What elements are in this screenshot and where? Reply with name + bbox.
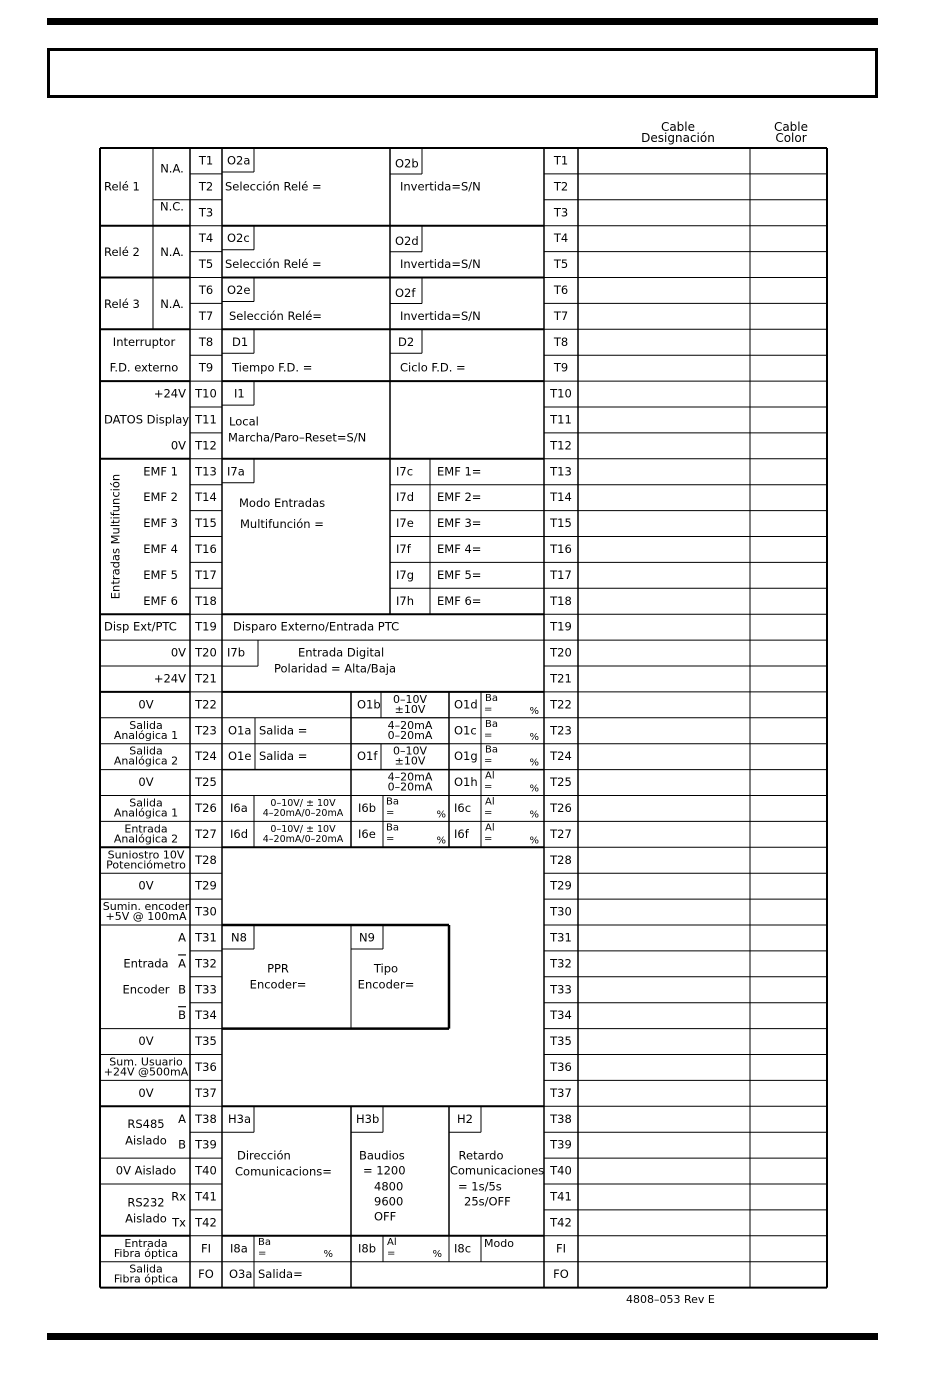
left-label-emf6: EMF 6 bbox=[143, 593, 178, 608]
terminal-label-right: T25 bbox=[550, 775, 572, 790]
param-o1d: O1d bbox=[454, 697, 478, 712]
terminal-label-left: T31 bbox=[195, 930, 217, 945]
param-emf2-eq: EMF 2= bbox=[437, 490, 482, 505]
terminal-label-left: T2 bbox=[198, 179, 214, 194]
param-retardo: Retardo bbox=[458, 1148, 504, 1163]
param-eq: = bbox=[387, 1247, 396, 1259]
param-disparo: Disparo Externo/Entrada PTC bbox=[233, 619, 400, 634]
terminal-label-right: T19 bbox=[550, 619, 572, 634]
left-label-salida-analogica2-b: Analógica 2 bbox=[113, 754, 179, 768]
param-i7g: I7g bbox=[396, 567, 415, 582]
terminal-label-right: T24 bbox=[550, 749, 572, 764]
terminal-label-right: T35 bbox=[550, 1034, 572, 1049]
param-eq: = bbox=[386, 807, 395, 819]
left-label-entrada-fibra-a: Entrada bbox=[124, 1236, 168, 1250]
terminal-label-left: T12 bbox=[195, 438, 217, 453]
param-pct: % bbox=[436, 835, 446, 847]
param-al: Al bbox=[485, 770, 495, 782]
terminal-label-right: T14 bbox=[550, 490, 572, 505]
terminal-label-right: T38 bbox=[550, 1111, 572, 1126]
left-label-emf2: EMF 2 bbox=[143, 490, 178, 505]
terminal-label-right: T42 bbox=[550, 1215, 572, 1230]
param-pct: % bbox=[529, 809, 539, 821]
param-comunicaciones: Comunicaciones bbox=[449, 1163, 545, 1178]
param-r1: = 1s/5s bbox=[458, 1179, 502, 1194]
cable-designation-line2: Designación bbox=[641, 131, 715, 145]
left-label-enc-b: B bbox=[178, 982, 186, 997]
terminal-label-left: T10 bbox=[195, 386, 217, 401]
param-inv2: Invertida=S/N bbox=[400, 257, 481, 272]
param-ba: Ba bbox=[485, 692, 498, 704]
param-al: Al bbox=[485, 822, 495, 834]
terminal-label-right: T2 bbox=[553, 179, 569, 194]
terminal-label-left: T30 bbox=[195, 904, 217, 919]
param-i6f: I6f bbox=[454, 826, 469, 841]
param-eq: = bbox=[484, 703, 493, 715]
terminal-label-right: T36 bbox=[550, 1059, 572, 1074]
left-label-rs485-b: B bbox=[178, 1137, 186, 1152]
param-i6e: I6e bbox=[358, 826, 376, 841]
left-label-rele2-na: N.A. bbox=[160, 245, 184, 260]
terminal-label-right: T17 bbox=[550, 567, 572, 582]
param-o1c: O1c bbox=[454, 723, 477, 738]
param-ba: Ba bbox=[485, 744, 498, 756]
param-pct: % bbox=[436, 809, 446, 821]
param-i6d: I6d bbox=[230, 826, 249, 841]
param-i6b: I6b bbox=[358, 800, 377, 815]
left-label-enc-a: A bbox=[178, 930, 186, 945]
terminal-label-right: T15 bbox=[550, 516, 572, 531]
left-label-sumin-encoder-b: +5V @ 100mA bbox=[105, 910, 187, 924]
param-o1f-v2: ±10V bbox=[394, 754, 426, 768]
terminal-label-left: T22 bbox=[195, 697, 217, 712]
left-label-datos-display: DATOS Display bbox=[104, 412, 190, 427]
terminal-label-left: T6 bbox=[198, 282, 214, 297]
param-i7e: I7e bbox=[396, 516, 414, 531]
terminal-label-right: T33 bbox=[550, 982, 572, 997]
terminal-label-right: T16 bbox=[550, 541, 572, 556]
param-r2: 25s/OFF bbox=[464, 1194, 511, 1209]
left-label-sum-usuario-b: +24V @500mA bbox=[103, 1065, 189, 1079]
left-label-rs232-tx: Tx bbox=[172, 1215, 186, 1230]
terminal-label-right: T12 bbox=[550, 438, 572, 453]
param-modo-entradas: Modo Entradas bbox=[239, 496, 326, 511]
param-marcha: Marcha/Paro–Reset=S/N bbox=[228, 430, 367, 445]
terminal-label-left: T33 bbox=[195, 982, 217, 997]
param-eq: = bbox=[484, 755, 493, 767]
param-h2: H2 bbox=[457, 1111, 473, 1126]
left-label-aislado1: Aislado bbox=[125, 1133, 167, 1148]
param-i6a-r2: 4–20mA/0–20mA bbox=[262, 807, 344, 819]
param-salida-o1a: Salida = bbox=[259, 723, 308, 738]
terminal-label-right: T27 bbox=[550, 826, 572, 841]
param-salida-o3a: Salida= bbox=[258, 1267, 303, 1282]
terminal-label-left: T34 bbox=[195, 1008, 217, 1023]
param-local: Local bbox=[229, 414, 259, 429]
left-label-ov-t35: 0V bbox=[138, 1034, 154, 1049]
param-pct: % bbox=[529, 783, 539, 795]
left-label-ov-t25: 0V bbox=[138, 775, 154, 790]
param-o2c: O2c bbox=[227, 231, 250, 246]
terminal-label-left: T36 bbox=[195, 1059, 217, 1074]
terminal-label-left: T15 bbox=[195, 516, 217, 531]
left-label-rele1: Relé 1 bbox=[104, 179, 140, 194]
param-i8a: I8a bbox=[230, 1241, 248, 1256]
revision-label: 4808–053 Rev E bbox=[626, 1293, 715, 1306]
left-label-salida-analogica2-a: Salida bbox=[129, 744, 163, 758]
terminal-label-right: T28 bbox=[550, 852, 572, 867]
terminal-label-left: T20 bbox=[195, 645, 217, 660]
terminal-label-right: T13 bbox=[550, 464, 572, 479]
left-label-sum-usuario-a: Sum. Usuario bbox=[109, 1055, 183, 1069]
terminal-label-left: T14 bbox=[195, 490, 217, 505]
param-eq: = bbox=[258, 1247, 267, 1259]
param-o1e: O1e bbox=[228, 749, 252, 764]
param-boff: OFF bbox=[374, 1209, 397, 1224]
param-al: Al bbox=[387, 1236, 397, 1248]
param-sel-rele1: Selección Relé = bbox=[225, 179, 322, 194]
param-o1b-ma1: 4–20mA bbox=[387, 718, 433, 732]
param-i7f: I7f bbox=[396, 541, 411, 556]
param-i7d: I7d bbox=[396, 490, 415, 505]
param-emf5-eq: EMF 5= bbox=[437, 567, 482, 582]
param-b4800: 4800 bbox=[374, 1179, 404, 1194]
param-n8: N8 bbox=[231, 930, 247, 945]
terminal-label-right: T11 bbox=[550, 412, 572, 427]
param-i6a-r1: 0–10V/ ± 10V bbox=[270, 797, 336, 809]
param-o1a: O1a bbox=[228, 723, 252, 738]
left-label-ov-t22: 0V bbox=[138, 697, 154, 712]
param-comunicaciones-eq: Comunicacions= bbox=[235, 1164, 332, 1179]
param-salida-o1e: Salida = bbox=[259, 749, 308, 764]
param-o2a: O2a bbox=[227, 153, 251, 168]
param-encoder-eq: Encoder= bbox=[249, 977, 307, 992]
param-i8b: I8b bbox=[358, 1241, 377, 1256]
left-label-salida-analogica1-a: Salida bbox=[129, 718, 163, 732]
terminal-label-right: T37 bbox=[550, 1085, 572, 1100]
terminal-label-left: T4 bbox=[198, 231, 214, 246]
terminal-label-right: T1 bbox=[553, 153, 569, 168]
left-label-emf3: EMF 3 bbox=[143, 516, 178, 531]
terminal-label-left: T16 bbox=[195, 541, 217, 556]
terminal-label-right: T31 bbox=[550, 930, 572, 945]
param-eq: = bbox=[484, 833, 493, 845]
left-label-enc-entrada: Entrada bbox=[123, 956, 169, 971]
left-label-emf5: EMF 5 bbox=[143, 567, 178, 582]
terminal-label-left: T42 bbox=[195, 1215, 217, 1230]
param-al: Al bbox=[485, 796, 495, 808]
bottom-rule bbox=[47, 1333, 878, 1340]
terminal-label-right: T6 bbox=[553, 282, 569, 297]
param-pct: % bbox=[529, 835, 539, 847]
param-emf4-eq: EMF 4= bbox=[437, 541, 482, 556]
param-o1h: O1h bbox=[454, 775, 478, 790]
param-ba: Ba bbox=[386, 822, 399, 834]
left-label-fd-externo: F.D. externo bbox=[109, 360, 179, 375]
param-entrada-digital: Entrada Digital bbox=[298, 645, 385, 660]
terminal-label-left: T27 bbox=[195, 826, 217, 841]
param-o1f: O1f bbox=[357, 749, 378, 764]
param-inv1: Invertida=S/N bbox=[400, 179, 481, 194]
param-emf3-eq: EMF 3= bbox=[437, 516, 482, 531]
left-label-sumin-encoder-a: Sumin. encoder bbox=[102, 900, 190, 914]
param-d2: D2 bbox=[398, 334, 415, 349]
left-label-suministro-a: Suniostro 10V bbox=[107, 848, 185, 862]
left-label-salida-analogica1b-a: Salida bbox=[129, 796, 163, 810]
left-label-salida-fibra-b: Fibra óptica bbox=[113, 1272, 179, 1286]
param-b1200: = 1200 bbox=[363, 1163, 406, 1178]
param-o2d: O2d bbox=[395, 234, 419, 249]
param-i6a-r1: 0–10V/ ± 10V bbox=[270, 823, 336, 835]
left-label-disp-ext-ptc: Disp Ext/PTC bbox=[104, 619, 177, 634]
terminal-label-left: T25 bbox=[195, 775, 217, 790]
cable-designation-line1: Cable bbox=[660, 120, 696, 134]
left-label-emf1: EMF 1 bbox=[143, 464, 178, 479]
terminal-label-left: T24 bbox=[195, 749, 217, 764]
terminal-label-right: T22 bbox=[550, 697, 572, 712]
param-i7h: I7h bbox=[396, 593, 414, 608]
terminal-label-right: T34 bbox=[550, 1008, 572, 1023]
terminal-label-left: T19 bbox=[195, 619, 217, 634]
left-label-entradas-multifuncion: Entradas Multifunción bbox=[108, 473, 123, 600]
left-label-entrada-analogica2-a: Entrada bbox=[124, 822, 168, 836]
left-label-suministro-b: Potenciómetro bbox=[106, 858, 186, 872]
terminal-label-left: T37 bbox=[195, 1085, 217, 1100]
left-label-ov-t12: 0V bbox=[170, 438, 186, 453]
terminal-label-right: T21 bbox=[550, 671, 572, 686]
left-label-emf4: EMF 4 bbox=[143, 541, 178, 556]
terminal-label-left: T8 bbox=[198, 334, 214, 349]
left-label-salida-analogica1b-b: Analógica 1 bbox=[113, 806, 179, 820]
left-label-enc-encoder: Encoder bbox=[122, 982, 170, 997]
param-sel-rele3: Selección Relé= bbox=[229, 308, 322, 323]
terminal-label-right: T10 bbox=[550, 386, 572, 401]
param-i7c: I7c bbox=[396, 464, 414, 479]
left-label-ov-aislado: 0V Aislado bbox=[115, 1163, 177, 1178]
param-direccion: Dirección bbox=[237, 1148, 291, 1163]
terminal-label-right: T32 bbox=[550, 956, 572, 971]
param-polaridad: Polaridad = Alta/Baja bbox=[274, 661, 396, 676]
param-multifuncion: Multifunción = bbox=[240, 517, 324, 532]
left-label-enc-bbar: B bbox=[178, 1008, 186, 1023]
terminal-label-left: T18 bbox=[195, 593, 217, 608]
param-o1b-v2: ±10V bbox=[394, 702, 426, 716]
param-o1f-ma1: 4–20mA bbox=[387, 770, 433, 784]
terminal-label-left: T29 bbox=[195, 878, 217, 893]
terminal-label-left: T11 bbox=[195, 412, 217, 427]
param-pct: % bbox=[529, 705, 539, 717]
terminal-label-right: T7 bbox=[553, 308, 569, 323]
param-o1b-ma2: 0–20mA bbox=[387, 728, 433, 742]
terminal-label-right: FI bbox=[555, 1241, 567, 1256]
left-label-rele1-na: N.A. bbox=[160, 161, 184, 176]
param-eq: = bbox=[484, 807, 493, 819]
terminal-label-left: T3 bbox=[198, 205, 214, 220]
param-tiempo-fd: Tiempo F.D. = bbox=[232, 360, 313, 375]
param-n9: N9 bbox=[359, 930, 375, 945]
param-eq: = bbox=[484, 729, 493, 741]
param-ba: Ba bbox=[485, 718, 498, 730]
param-o1b: O1b bbox=[357, 697, 381, 712]
param-pct: % bbox=[323, 1248, 333, 1260]
left-label-salida-fibra-a: Salida bbox=[129, 1262, 163, 1276]
terminal-label-left: T40 bbox=[195, 1163, 217, 1178]
param-eq: = bbox=[386, 833, 395, 845]
terminal-label-left: T21 bbox=[195, 671, 217, 686]
param-inv3: Invertida=S/N bbox=[400, 308, 481, 323]
param-h3b: H3b bbox=[356, 1111, 380, 1126]
param-o3a: O3a bbox=[229, 1267, 253, 1282]
param-emf1-eq: EMF 1= bbox=[437, 464, 482, 479]
param-o1g: O1g bbox=[454, 749, 478, 764]
terminal-label-right: T5 bbox=[553, 257, 569, 272]
param-h3a: H3a bbox=[228, 1111, 252, 1126]
terminal-label-left: T17 bbox=[195, 567, 217, 582]
left-label-rs485-a: A bbox=[178, 1111, 186, 1126]
terminal-label-right: T9 bbox=[553, 360, 569, 375]
terminal-label-right: T39 bbox=[550, 1137, 572, 1152]
param-ba: Ba bbox=[386, 796, 399, 808]
terminal-label-left: T9 bbox=[198, 360, 214, 375]
terminal-label-left: T23 bbox=[195, 723, 217, 738]
left-label-rs232-rx: Rx bbox=[171, 1189, 186, 1204]
left-label-rele2: Relé 2 bbox=[104, 245, 140, 260]
param-emf6-eq: EMF 6= bbox=[437, 593, 482, 608]
param-i7b: I7b bbox=[227, 645, 246, 660]
left-label-rs232: RS232 bbox=[127, 1195, 165, 1210]
terminal-label-right: FO bbox=[553, 1267, 569, 1282]
param-eq: = bbox=[484, 781, 493, 793]
left-label-ov-t29: 0V bbox=[138, 878, 154, 893]
terminal-label-right: T18 bbox=[550, 593, 572, 608]
terminal-label-right: T8 bbox=[553, 334, 569, 349]
left-label-ov-t37: 0V bbox=[138, 1085, 154, 1100]
left-label-interruptor: Interruptor bbox=[112, 334, 176, 349]
param-pct: % bbox=[432, 1248, 442, 1260]
param-o1f-ma2: 0–20mA bbox=[387, 780, 433, 794]
terminal-label-left: T35 bbox=[195, 1034, 217, 1049]
param-i6c: I6c bbox=[454, 800, 472, 815]
terminal-label-right: T41 bbox=[550, 1189, 572, 1204]
param-baudios: Baudios bbox=[359, 1148, 405, 1163]
left-label-rele1-nc: N.C. bbox=[160, 199, 184, 214]
param-i7a: I7a bbox=[227, 464, 245, 479]
left-label-salida-analogica1-b: Analógica 1 bbox=[113, 728, 179, 742]
terminal-label-left: T5 bbox=[198, 257, 214, 272]
terminal-label-left: T38 bbox=[195, 1111, 217, 1126]
terminal-label-left: FO bbox=[198, 1267, 214, 1282]
terminal-label-left: T32 bbox=[195, 956, 217, 971]
left-label-enc-abar: A bbox=[178, 956, 186, 971]
param-d1: D1 bbox=[232, 334, 249, 349]
terminal-label-left: T26 bbox=[195, 800, 217, 815]
param-tipo: Tipo bbox=[373, 961, 399, 976]
terminal-label-right: T23 bbox=[550, 723, 572, 738]
param-o1b-v1: 0–10V bbox=[392, 692, 428, 706]
left-label-rs485: RS485 bbox=[127, 1116, 165, 1131]
terminal-label-left: T7 bbox=[198, 308, 214, 323]
terminal-label-left: FI bbox=[200, 1241, 212, 1256]
cable-color-line1: Cable bbox=[773, 120, 809, 134]
terminal-label-left: T28 bbox=[195, 852, 217, 867]
left-label-aislado2: Aislado bbox=[125, 1211, 167, 1226]
param-o1f-v1: 0–10V bbox=[392, 744, 428, 758]
terminal-label-right: T26 bbox=[550, 800, 572, 815]
terminal-label-right: T3 bbox=[553, 205, 569, 220]
param-ba: Ba bbox=[258, 1236, 271, 1248]
terminal-label-right: T29 bbox=[550, 878, 572, 893]
left-label-entrada-fibra-b: Fibra óptica bbox=[113, 1246, 179, 1260]
param-sel-rele2: Selección Relé = bbox=[225, 257, 322, 272]
param-pct: % bbox=[529, 757, 539, 769]
cable-color-line2: Color bbox=[775, 131, 807, 145]
terminal-label-left: T1 bbox=[198, 153, 214, 168]
terminal-label-right: T20 bbox=[550, 645, 572, 660]
terminal-label-right: T40 bbox=[550, 1163, 572, 1178]
left-label-rele3: Relé 3 bbox=[104, 296, 140, 311]
param-o2f: O2f bbox=[395, 285, 416, 300]
param-encoder-eq: Encoder= bbox=[357, 977, 415, 992]
param-o2b: O2b bbox=[395, 156, 419, 171]
param-i1: I1 bbox=[234, 386, 245, 401]
param-ppr: PPR bbox=[267, 961, 289, 976]
param-pct: % bbox=[529, 731, 539, 743]
param-i8c: I8c bbox=[454, 1241, 472, 1256]
left-label-v24-t21: +24V bbox=[153, 671, 186, 686]
left-label-rele3-na: N.A. bbox=[160, 296, 184, 311]
param-o2e: O2e bbox=[227, 282, 251, 297]
param-b9600: 9600 bbox=[374, 1194, 404, 1209]
param-i6a-r2: 4–20mA/0–20mA bbox=[262, 833, 344, 845]
left-label-entrada-analogica2-b: Analógica 2 bbox=[113, 832, 179, 846]
param-ciclo-fd: Ciclo F.D. = bbox=[400, 360, 466, 375]
terminal-label-left: T13 bbox=[195, 464, 217, 479]
left-label-v24-t10: +24V bbox=[153, 386, 186, 401]
terminal-label-right: T30 bbox=[550, 904, 572, 919]
param-modo: Modo bbox=[484, 1236, 514, 1250]
terminal-label-right: T4 bbox=[553, 231, 569, 246]
terminal-label-left: T39 bbox=[195, 1137, 217, 1152]
terminal-label-left: T41 bbox=[195, 1189, 217, 1204]
param-i6a: I6a bbox=[230, 800, 248, 815]
left-label-ov-t20: 0V bbox=[170, 645, 186, 660]
